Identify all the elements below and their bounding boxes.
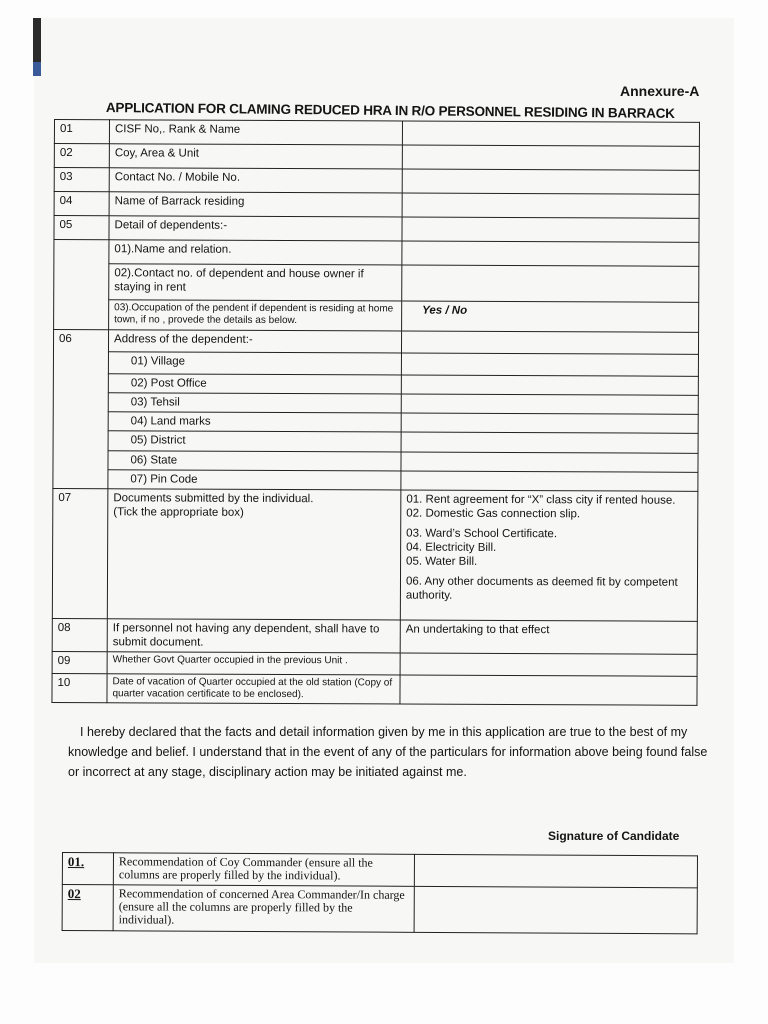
recommendation-table [62, 852, 698, 934]
row-number: 07 [52, 488, 108, 618]
row-value[interactable] [402, 193, 699, 218]
table-row [52, 673, 697, 705]
declaration-paragraph: I hereby declared that the facts and detail information given by me in this application are true to the best of my knowledge and belief. I understand that in the event of any of the particulars for information above being found false or incorrect at any stage, disciplinary action may be initiated against me. [68, 725, 708, 779]
document-option[interactable]: 01. Rent agreement for “X” class city if rented house. [406, 493, 676, 507]
table-row [54, 216, 699, 243]
table-row [54, 168, 699, 195]
dependent-occupation-label: 03).Occupation of the pendent if dependent is residing at home town, if no , provede the details as below. [109, 300, 402, 331]
address-item: 04) Land marks [108, 412, 401, 432]
address-item-value[interactable] [401, 413, 698, 433]
documents-label-line: Documents submitted by the individual. [113, 492, 314, 506]
row-number: 04 [54, 192, 109, 216]
row-value[interactable] [414, 854, 697, 887]
declaration-text [68, 722, 708, 782]
row-label: Recommendation of concerned Area Commander/In charge (ensure all the columns are properly filled by the individual). [113, 885, 414, 933]
signature-label: Signature of Candidate [548, 829, 680, 843]
table-row [54, 264, 699, 303]
row-label: CISF No,. Rank & Name [109, 120, 402, 145]
address-item-value[interactable] [401, 375, 698, 395]
row-label: Name of Barrack residing [109, 192, 402, 217]
address-item: 07) Pin Code [108, 470, 401, 490]
row-value[interactable] [402, 217, 699, 242]
dependent-name-label: 01).Name and relation. [109, 240, 402, 265]
address-item: 05) District [108, 431, 401, 452]
row-label: Detail of dependents:- [109, 216, 402, 241]
table-row [54, 300, 699, 333]
document-option[interactable]: 04. Electricity Bill. [406, 541, 497, 554]
table-row [62, 885, 697, 934]
row-label: Recommendation of Coy Commander (ensure all the columns are properly filled by the individual). [113, 853, 414, 887]
address-label: Address of the dependent:- [108, 330, 401, 353]
row-number: 09 [52, 651, 107, 673]
row-number: 10 [52, 673, 107, 702]
table-row [54, 120, 699, 147]
row-value[interactable] [400, 675, 697, 705]
row-number: 08 [52, 618, 107, 651]
documents-list [400, 490, 698, 621]
row-value[interactable] [402, 121, 699, 146]
row-label: Coy, Area & Unit [109, 144, 402, 169]
row-number: 02 [54, 144, 109, 168]
row-number: 03 [54, 168, 109, 192]
row-value[interactable] [402, 169, 699, 194]
address-value[interactable] [401, 331, 698, 354]
table-row [54, 144, 699, 171]
document-option[interactable]: 05. Water Bill. [406, 555, 478, 568]
address-item: 01) Village [108, 352, 401, 375]
annexure-label: Annexure-A [620, 83, 700, 99]
table-row [54, 240, 699, 267]
address-item-value[interactable] [401, 394, 698, 414]
row-label: Whether Govt Quarter occupied in the previous Unit . [107, 652, 400, 675]
row-value[interactable] [400, 653, 697, 676]
form-title: APPLICATION FOR CLAMING REDUCED HRA IN R/O PERSONNEL RESIDING IN BARRACK [105, 100, 675, 121]
address-item-value[interactable] [401, 471, 698, 491]
table-row [54, 192, 699, 219]
document-option[interactable]: 03. Ward’s School Certificate. [406, 527, 558, 541]
row-value[interactable]: An undertaking to that effect [400, 620, 697, 654]
table-row [53, 330, 698, 355]
address-item-value[interactable] [401, 452, 698, 472]
row-value[interactable] [414, 886, 697, 933]
table-row [52, 651, 697, 676]
row-number: 05 [54, 216, 109, 240]
address-item-value[interactable] [401, 353, 698, 376]
address-item: 02) Post Office [108, 374, 401, 394]
table-row [52, 488, 698, 621]
row-number: 06 [53, 330, 109, 489]
row-label: Contact No. / Mobile No. [109, 168, 402, 193]
row-number [54, 240, 109, 330]
dependent-contact-label: 02).Contact no. of dependent and house owner if staying in rent [109, 264, 402, 301]
dependent-occupation-value[interactable]: Yes / No [402, 301, 699, 332]
row-value[interactable] [402, 145, 699, 170]
dependent-name-value[interactable] [402, 241, 699, 266]
document-option[interactable]: 02. Domestic Gas connection slip. [406, 507, 581, 521]
documents-label-hint: (Tick the appropriate box) [113, 506, 244, 519]
address-item-value[interactable] [401, 432, 698, 453]
documents-label [107, 489, 401, 620]
address-item: 06) State [108, 451, 401, 471]
row-number: 01 [54, 120, 109, 144]
row-number: 02 [62, 885, 113, 931]
application-form-table [51, 119, 700, 706]
row-label: If personnel not having any dependent, shall have to submit document. [107, 619, 400, 653]
row-number: 01. [62, 853, 113, 885]
address-item: 03) Tehsil [108, 393, 401, 413]
dependent-contact-value[interactable] [402, 265, 699, 302]
row-label: Date of vacation of Quarter occupied at the old station (Copy of quarter vacation certificate to be enclosed). [107, 674, 400, 704]
binder-mark [33, 62, 41, 76]
document-option[interactable]: 06. Any other documents as deemed fit by competent authority. [405, 575, 678, 602]
table-row [52, 618, 697, 654]
table-row [53, 351, 698, 376]
table-row [53, 430, 698, 453]
table-row [62, 853, 697, 888]
